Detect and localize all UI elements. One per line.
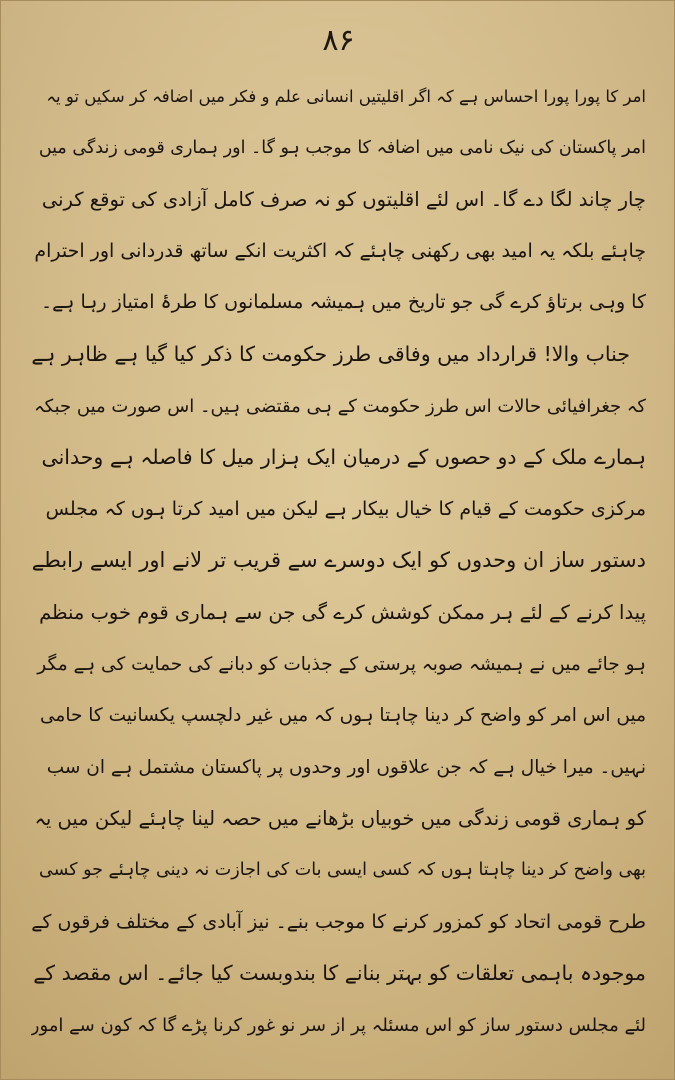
text-line: چاہئے بلکہ یہ امید بھی رکھنی چاہئے کہ اکثریت انکے ساتھ قدردانی اور احترام	[34, 239, 646, 262]
text-line: طرح قومی اتحاد کو کمزور کرنے کا موجب بنے۔ نیز آبادی کے مختلف فرقوں کے	[31, 910, 646, 933]
text-line: کا وہی برتاؤ کرے گی جو تاریخ میں ہمیشہ مسلمانوں کا طرۂ امتیاز رہا ہے۔	[41, 291, 646, 314]
text-line: نہیں۔ میرا خیال ہے کہ جن علاقوں اور وحدوں پر پاکستان مشتمل ہے ان سب	[46, 756, 646, 778]
text-line: جناب والا! قرارداد میں وفاقی طرز حکومت کا ذکر کیا گیا ہے ظاہر ہے	[31, 341, 630, 366]
text-line: ہمارے ملک کے دو حصوں کے درمیان ایک ہزار میل کا فاصلہ ہے وحدانی	[41, 445, 646, 470]
text-line: کو ہماری قومی زندگی میں خوبیاں بڑھانے میں حصہ لینا چاہئے لیکن میں یہ	[34, 807, 646, 831]
text-line: موجودہ باہمی تعلقات کو بہتر بنانے کا بندوبست کیا جائے۔ اس مقصد کے	[33, 961, 646, 986]
text-line: پیدا کرنے کے لئے ہر ممکن کوشش کرے گی جن سے ہماری قوم خوب منظم	[39, 600, 646, 624]
text-line: دستور ساز ان وحدوں کو ایک دوسرے سے قریب تر لانے اور ایسے رابطے	[31, 548, 646, 573]
body-text	[31, 71, 646, 1051]
text-line: ہو جائے میں نے ہمیشہ صوبہ پرستی کے جذبات کو دبانے کی حمایت کی ہے مگر	[37, 653, 646, 675]
text-line: چار چاند لگا دے گا۔ اس لئے اقلیتوں کو نہ صرف کامل آزادی کی توقع کرنی	[41, 188, 646, 212]
text-line: امر پاکستان کی نیک نامی میں اضافہ کا موجب ہو گا۔ اور ہماری قومی زندگی میں	[38, 137, 646, 158]
text-line: مرکزی حکومت کے قیام کا خیال بیکار ہے لیکن میں امید کرتا ہوں کہ مجلس	[45, 497, 646, 520]
text-line: کہ جغرافیائی حالات اس طرز حکومت کے ہی مقتضی ہیں۔ اس صورت میں جبکہ	[34, 395, 646, 417]
text-line: لئے مجلس دستور ساز کو اس مسئلہ پر از سر نو غور کرنا پڑے گا کہ کون سے امور	[31, 1014, 646, 1036]
text-line: میں اس امر کو واضح کر دینا چاہتا ہوں کہ میں غیر دلچسپ یکسانیت کا حامی	[39, 705, 646, 727]
text-line: امر کا پورا پورا احساس ہے کہ اگر اقلیتیں انسانی علم و فکر میں اضافہ کر سکیں تو یہ	[46, 87, 646, 106]
page-number: ۸۶	[322, 23, 355, 58]
text-line: بھی واضح کر دینا چاہتا ہوں کہ کسی ایسی بات کی اجازت نہ دینی چاہئے جو کسی	[39, 859, 646, 880]
